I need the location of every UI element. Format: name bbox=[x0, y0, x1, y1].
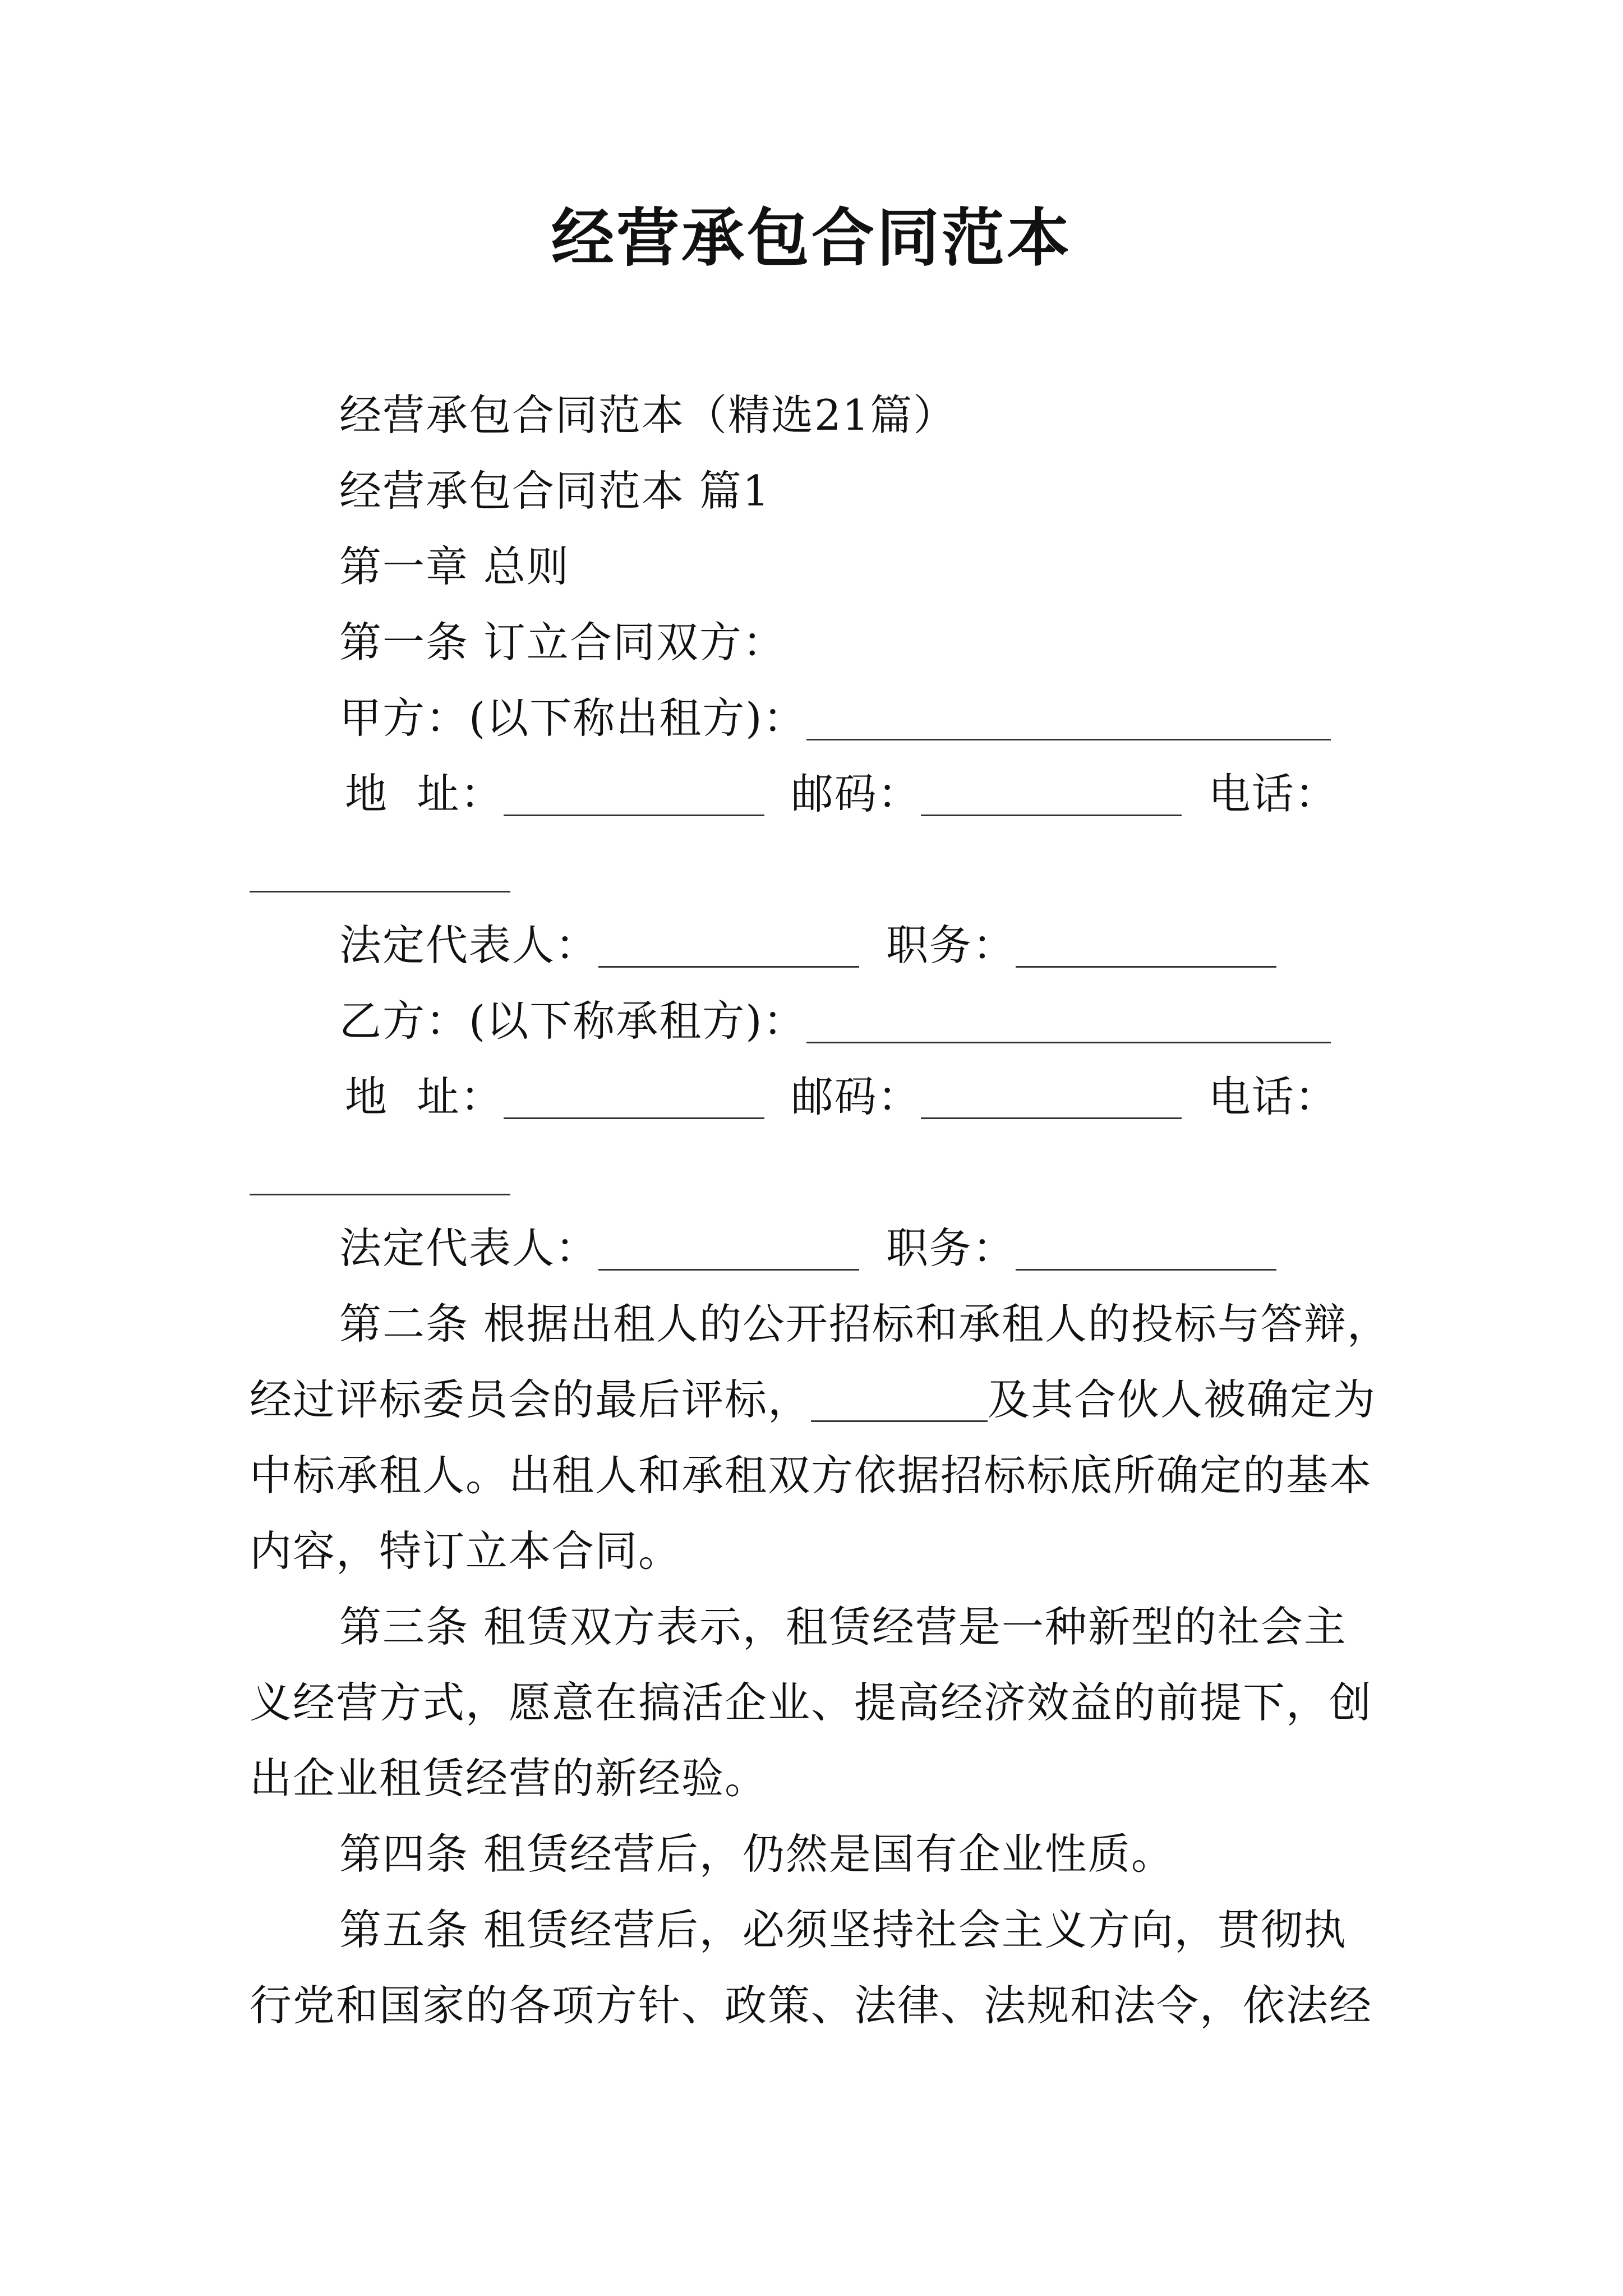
article-4: 第四条 租赁经营后，仍然是国有企业性质。 bbox=[339, 1829, 1174, 1879]
article-2-blank[interactable] bbox=[811, 1387, 988, 1422]
party-b-rep-label: 法定代表人： bbox=[339, 1223, 599, 1273]
article-2-line-4: 内容，特订立本合同。 bbox=[250, 1526, 682, 1576]
party-b-postcode-label: 邮码： bbox=[791, 1072, 921, 1121]
party-b-postcode-field[interactable] bbox=[921, 1084, 1182, 1119]
party-a-position-field[interactable] bbox=[1016, 932, 1276, 968]
party-b-phone-field[interactable] bbox=[250, 1194, 510, 1195]
party-b-contact-row bbox=[345, 1069, 1394, 1125]
party-b-label: 乙方：(以下称承租方)： bbox=[339, 996, 806, 1046]
document-subtitle: 经营承包合同范本（精选21篇） bbox=[339, 390, 957, 440]
party-b-rep-row bbox=[339, 1220, 1388, 1276]
party-a-position-label: 职务： bbox=[886, 921, 1016, 970]
party-a-rep-label: 法定代表人： bbox=[339, 921, 599, 970]
article-5-line-1: 第五条 租赁经营后，必须坚持社会主义方向，贯彻执 bbox=[339, 1905, 1347, 1954]
party-b-address-field[interactable] bbox=[504, 1084, 764, 1119]
party-a-postcode-field[interactable] bbox=[921, 781, 1182, 816]
article-1: 第一条 订立合同双方： bbox=[339, 618, 786, 667]
party-b-address-label: 地 址： bbox=[345, 1072, 504, 1121]
party-a-address-label: 地 址： bbox=[345, 769, 504, 818]
party-b-position-label: 职务： bbox=[886, 1223, 1016, 1273]
party-a-phone-label: 电话： bbox=[1208, 769, 1338, 818]
article-2-line-2-post: 及其合伙人被确定为 bbox=[988, 1375, 1377, 1424]
party-b-rep-field[interactable] bbox=[598, 1235, 859, 1271]
article-2-line-2-pre: 经过评标委员会的最后评标， bbox=[250, 1375, 811, 1424]
article-3-line-3: 出企业租赁经营的新经验。 bbox=[250, 1754, 768, 1803]
party-a-rep-row bbox=[339, 917, 1388, 973]
party-a-row bbox=[339, 690, 1388, 746]
article-3-line-2: 义经营方式，愿意在搞活企业、提高经济效益的前提下，创 bbox=[250, 1678, 1373, 1727]
party-a-name-field[interactable] bbox=[806, 705, 1331, 740]
party-b-position-field[interactable] bbox=[1016, 1235, 1276, 1271]
section-heading: 经营承包合同范本 篇1 bbox=[339, 466, 771, 516]
article-2-line-1: 第二条 根据出租人的公开招标和承租人的投标与答辩， bbox=[339, 1299, 1390, 1349]
party-a-address-field[interactable] bbox=[504, 781, 764, 816]
party-b-phone-label: 电话： bbox=[1208, 1072, 1338, 1121]
party-a-phone-field[interactable] bbox=[250, 891, 510, 892]
article-2-line-3: 中标承租人。出租人和承租双方依据招标标底所确定的基本 bbox=[250, 1451, 1373, 1500]
party-b-row bbox=[339, 993, 1388, 1049]
party-a-label: 甲方：(以下称出租方)： bbox=[339, 693, 806, 743]
article-5-line-2: 行党和国家的各项方针、政策、法律、法规和法令，依法经 bbox=[250, 1981, 1373, 2030]
article-3-line-1: 第三条 租赁双方表示，租赁经营是一种新型的社会主 bbox=[339, 1602, 1347, 1651]
article-2-line-2 bbox=[250, 1372, 1388, 1428]
party-b-name-field[interactable] bbox=[806, 1008, 1331, 1043]
party-a-contact-row bbox=[345, 766, 1394, 822]
document-title: 经营承包合同范本 bbox=[551, 201, 1072, 275]
party-a-rep-field[interactable] bbox=[598, 932, 859, 968]
chapter-heading: 第一章 总则 bbox=[339, 542, 570, 591]
party-a-postcode-label: 邮码： bbox=[791, 769, 921, 818]
